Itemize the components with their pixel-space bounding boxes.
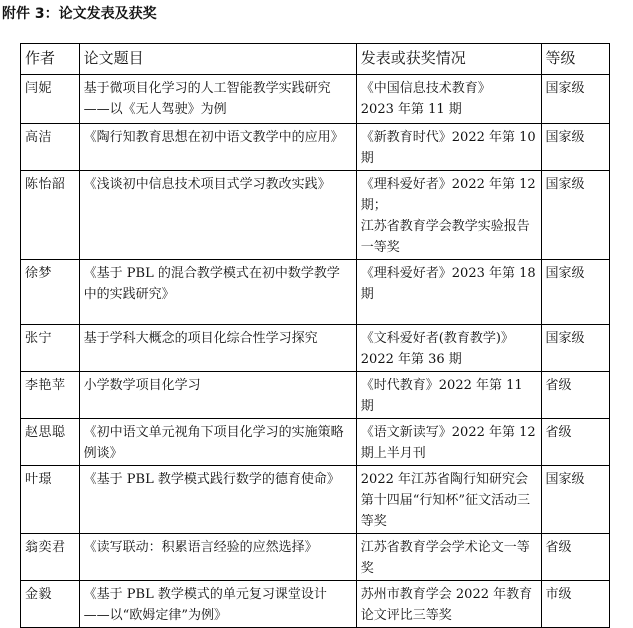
title-cell: 基于微项目化学习的人工智能教学实践研究——以《无人驾驶》为例 (79, 75, 356, 124)
level-cell: 国家级 (541, 260, 609, 325)
title-cell: 小学数学项目化学习 (79, 372, 356, 419)
table-row (21, 171, 610, 260)
author-cell: 金毅 (21, 581, 80, 628)
table-row (21, 534, 610, 581)
publication-cell: 《新教育时代》2022 年第 10 期 (356, 124, 541, 171)
author-cell: 翁奕君 (21, 534, 80, 581)
level-cell: 国家级 (541, 124, 609, 171)
author-cell: 徐梦 (21, 260, 80, 325)
publication-cell: 江苏省教育学会学术论文一等奖 (356, 534, 541, 581)
author-cell: 陈怡韶 (21, 171, 80, 260)
level-cell: 市级 (541, 581, 609, 628)
author-cell: 高洁 (21, 124, 80, 171)
level-cell: 省级 (541, 419, 609, 466)
publication-cell: 苏州市教育学会 2022 年教育论文评比三等奖 (356, 581, 541, 628)
publication-cell: 《语文新读写》2022 年第 12 期上半月刊 (356, 419, 541, 466)
level-cell: 国家级 (541, 325, 609, 372)
header-author: 作者 (21, 44, 80, 75)
publication-cell: 《文科爱好者(教育教学)》2022 年第 36 期 (356, 325, 541, 372)
table-row (21, 260, 610, 325)
publication-cell: 《中国信息技术教育》 2023 年第 11 期 (356, 75, 541, 124)
table-row (21, 581, 610, 628)
table-header-row (21, 44, 610, 75)
page-title: 附件 3：论文发表及获奖 (2, 6, 157, 22)
author-cell: 赵思聪 (21, 419, 80, 466)
title-cell: 《基于 PBL 教学模式的单元复习课堂设计——以“欧姆定律”为例》 (79, 581, 356, 628)
table-row (21, 372, 610, 419)
title-cell: 《读写联动：积累语言经验的应然选择》 (79, 534, 356, 581)
author-cell: 叶璟 (21, 466, 80, 534)
author-cell: 闫妮 (21, 75, 80, 124)
title-cell: 《浅谈初中信息技术项目式学习教改实践》 (79, 171, 356, 260)
table-row (21, 466, 610, 534)
title-cell: 《基于 PBL 的混合教学模式在初中数学教学中的实践研究》 (79, 260, 356, 325)
author-cell: 张宁 (21, 325, 80, 372)
publication-cell: 2022 年江苏省陶行知研究会第十四届“行知杯”征文活动三等奖 (356, 466, 541, 534)
publication-cell: 《理科爱好者》2023 年第 18 期 (356, 260, 541, 325)
table-row (21, 75, 610, 124)
header-title: 论文题目 (79, 44, 356, 75)
level-cell: 国家级 (541, 75, 609, 124)
title-cell: 基于学科大概念的项目化综合性学习探究 (79, 325, 356, 372)
title-cell: 《初中语文单元视角下项目化学习的实施策略例谈》 (79, 419, 356, 466)
title-cell: 《陶行知教育思想在初中语文教学中的应用》 (79, 124, 356, 171)
publication-cell: 《时代教育》2022 年第 11 期 (356, 372, 541, 419)
publication-cell: 《理科爱好者》2022 年第 12 期； 江苏省教育学会教学实验报告一等奖 (356, 171, 541, 260)
level-cell: 省级 (541, 534, 609, 581)
level-cell: 国家级 (541, 466, 609, 534)
header-publication: 发表或获奖情况 (356, 44, 541, 75)
title-cell: 《基于 PBL 教学模式践行数学的德育使命》 (79, 466, 356, 534)
table-row (21, 124, 610, 171)
header-level: 等级 (541, 44, 609, 75)
level-cell: 国家级 (541, 171, 609, 260)
papers-table (20, 43, 610, 628)
table-row (21, 419, 610, 466)
author-cell: 李艳苹 (21, 372, 80, 419)
table-row (21, 325, 610, 372)
level-cell: 省级 (541, 372, 609, 419)
